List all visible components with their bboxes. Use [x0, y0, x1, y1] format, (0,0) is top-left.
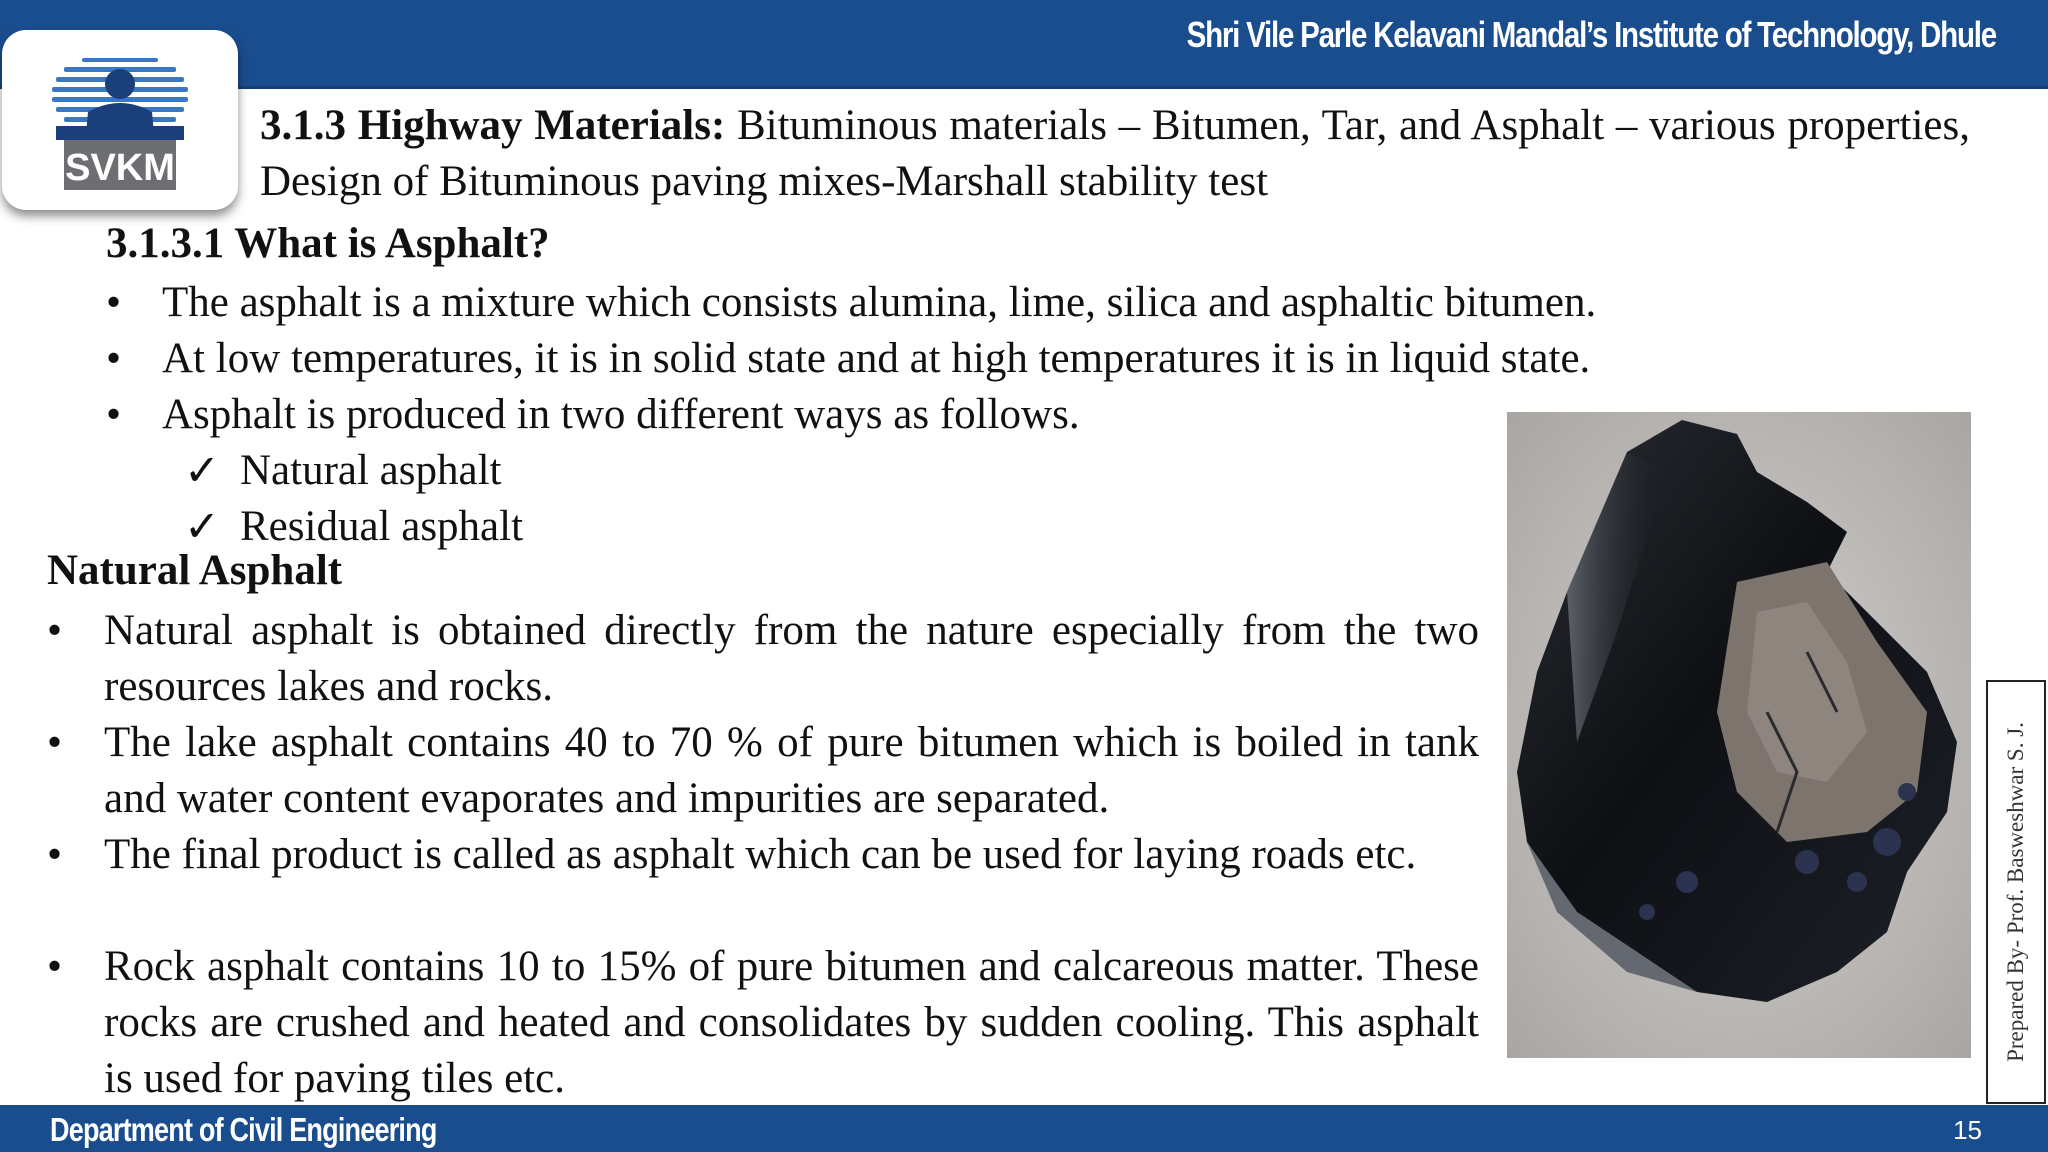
list-item	[47, 603, 1479, 715]
bullet-icon: •	[106, 391, 122, 438]
point-text: Rock asphalt contains 10 to 15% of pure bitumen and calcareous matter. These rocks are crushed and heated and consolidates by sudden cooling. This asphalt is used for paving tiles etc.	[104, 943, 1479, 1102]
asphalt-rock-image	[1507, 412, 1971, 1058]
footer-bar	[0, 1105, 2048, 1152]
type-text: Residual asphalt	[240, 503, 524, 550]
prepared-by-box	[1986, 680, 2046, 1104]
department-name: Department of Civil Engineering	[50, 1111, 437, 1148]
point-text: Natural asphalt is obtained directly from the nature especially from the two resources lakes and rocks.	[104, 607, 1479, 710]
bullet-text: At low temperatures, it is in solid state and at high temperatures it is in liquid state.	[162, 335, 1591, 382]
institute-name: Shri Vile Parle Kelavani Mandal’s Institute of Technology, Dhule	[1186, 14, 1996, 55]
section-title: Natural Asphalt	[47, 547, 343, 594]
header-bar	[0, 0, 2048, 89]
bullet-icon: •	[47, 719, 63, 766]
bullet-icon: •	[47, 943, 63, 990]
bullet-icon: •	[106, 279, 122, 326]
topic-number-title: 3.1.3 Highway Materials:	[260, 102, 726, 149]
type-text: Natural asphalt	[240, 447, 502, 494]
bullet-icon: •	[106, 335, 122, 382]
svkm-logo-icon	[50, 40, 190, 200]
bullet-icon: •	[47, 831, 63, 878]
logo-text: SVKM	[65, 147, 175, 189]
topic-heading	[260, 98, 1970, 210]
checkmark-icon: ✓	[184, 504, 221, 551]
subsection-title: 3.1.3.1 What is Asphalt?	[106, 220, 550, 267]
checkmark-icon: ✓	[184, 448, 221, 495]
bullet-text: Asphalt is produced in two different ways as follows.	[162, 391, 1080, 438]
list-item	[47, 827, 1479, 883]
list-item	[47, 939, 1479, 1107]
bullet-text: The asphalt is a mixture which consists alumina, lime, silica and asphaltic bitumen.	[162, 279, 1597, 326]
svkm-logo	[2, 30, 238, 210]
topic-description: Bituminous materials – Bitumen, Tar, and Asphalt – various properties, Design of Bituminous paving mixes-Marshall stability test	[260, 102, 1971, 205]
point-text: The final product is called as asphalt which can be used for laying roads etc.	[104, 831, 1417, 878]
point-text: The lake asphalt contains 40 to 70 % of pure bitumen which is boiled in tank and water content evaporates and impurities are separated.	[104, 719, 1479, 822]
list-item	[47, 715, 1479, 827]
bullet-icon: •	[47, 607, 63, 654]
prepared-by-text: Prepared By- Prof. Basweshwar S. J.	[2003, 722, 2028, 1062]
page-number: 15	[1953, 1115, 1982, 1145]
asphalt-rock-illustration	[1507, 412, 1971, 1058]
